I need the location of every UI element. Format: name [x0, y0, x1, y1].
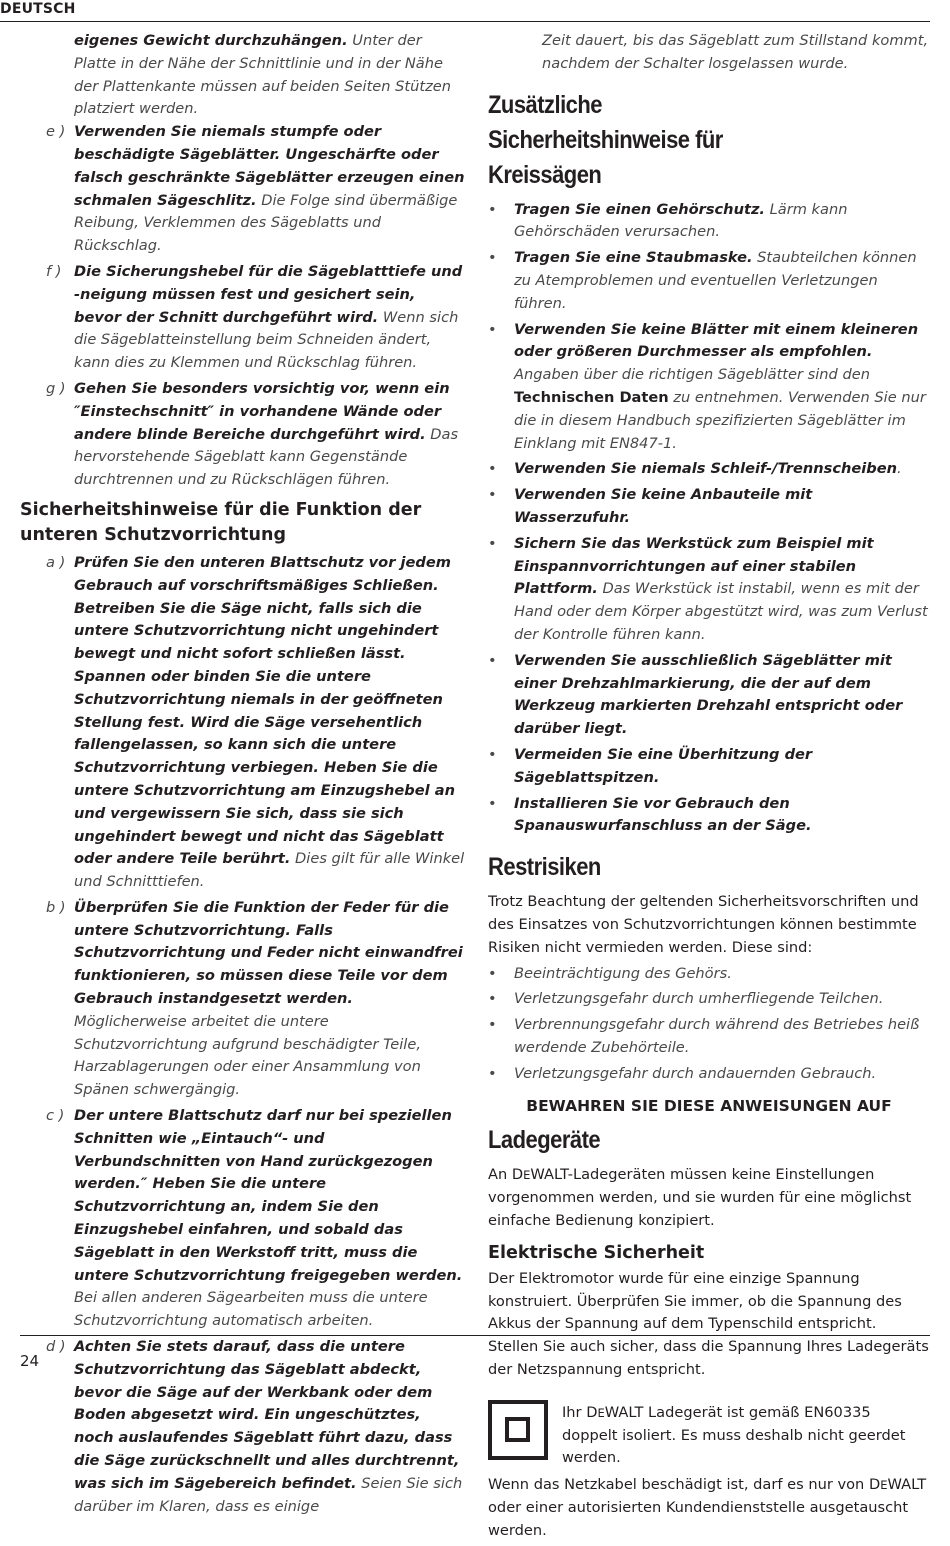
- risk-item: • Beeinträchtigung des Gehörs.: [488, 964, 732, 982]
- list-item-g: g ) Gehen Sie besonders vorsichtig vor, wenn ein ″Einstechschnitt″ in vorhandene Wände oder andere blinde Bereiche durchgeführt wird. Das hervorstehende Sägeblatt kann Gegenstände durchtrennen und zu Rückschlägen führen.: [46, 379, 459, 489]
- bullet-abrasive-wheels: • Verwenden Sie niemals Schleif-/Trennscheiben.: [488, 460, 902, 478]
- chargers-paragraph: An DEWALT-Ladegeräten müssen keine Einstellungen vorgenommen werden, und sie wurden für eine möglichst einfache Bedienung konzipiert.: [488, 1166, 912, 1230]
- page-footer: [20, 1335, 930, 1370]
- bullet-overheating: • Vermeiden Sie eine Überhitzung der Sägeblattspitzen.: [488, 745, 813, 786]
- continued-paragraph: eigenes Gewicht durchzuhängen. Unter der Platte in der Nähe der Schnittlinie und in der Nähe der Plattenkante müssen auf beiden Seiten Stützen platziert werden.: [74, 32, 452, 118]
- right-column: [488, 30, 930, 1546]
- section-heading-chargers: Ladegeräte: [488, 1126, 601, 1155]
- bullet-hearing-protection: • Tragen Sie einen Gehörschutz. Lärm kann Gehörschäden verursachen.: [488, 200, 848, 241]
- bullet-dust-mask: • Tragen Sie eine Staubmaske. Staubteilchen können zu Atemproblemen und eventuellen Verletzungen führen.: [488, 249, 917, 312]
- power-cord-paragraph: Wenn das Netzkabel beschädigt ist, darf es nur von DEWALT oder einer autorisierten Kundendienststelle ausgetauscht werden.: [488, 1476, 927, 1539]
- risk-item: • Verbrennungsgefahr durch während des Betriebes heiß werdende Zubehörteile.: [488, 1016, 920, 1056]
- bullet-dust-port: • Installieren Sie vor Gebrauch den Spanauswurfanschluss an der Säge.: [488, 794, 812, 835]
- list-item-b: b ) Überprüfen Sie die Funktion der Feder für die untere Schutzvorrichtung. Falls Schutzvorrichtung und Feder nicht einwandfrei funktionieren, so müssen diese Teile vor dem Gebrauch instandgesetzt werden. Möglicherweise arbeitet die untere Schutzvorrichtung aufgrund beschädigter Teile, Harzablagerungen oder einer Ansammlung von Spänen schwergängig.: [46, 898, 463, 1099]
- list-item-c: c ) Der untere Blattschutz darf nur bei speziellen Schnitten wie „Eintauch“- und Verbundschnitten von Hand zurückgezogen werden.″ Heben Sie die untere Schutzvorrichtung an, indem Sie den Einzugshebel einfahren, und sobald das Sägeblatt in den Werkstoff tritt, muss die untere Schutzvorrichtung freigegeben werden. Bei allen anderen Sägearbeiten muss die untere Schutzvorrichtung automatisch arbeiten.: [46, 1107, 463, 1330]
- continued-paragraph-right: Zeit dauert, bis das Sägeblatt zum Stillstand kommt, nachdem der Schalter losgelassen wurde.: [542, 32, 929, 72]
- list-item-a: a ) Prüfen Sie den unteren Blattschutz vor jedem Gebrauch auf vorschriftsmäßiges Schließen. Betreiben Sie die Säge nicht, falls sich die untere Schutzvorrichtung nicht ungehindert bewegt und nicht sofort schließen lässt. Spannen oder binden Sie die untere Schutzvorrichtung niemals in der geöffneten Stellung fest. Wird die Säge versehentlich fallengelassen, so kann sich die untere Schutzvorrichtung verbiegen. Heben Sie die untere Schutzvorrichtung am Einzugshebel an und vergewissern Sie sich, dass sie sich ungehindert bewegt und nicht das Sägeblatt oder andere Teile berührt. Dies gilt für alle Winkel und Schnitttiefen.: [46, 553, 465, 891]
- list-item-f: f ) Die Sicherungshebel für die Sägeblatttiefe und -neigung müssen fest und gesichert sein, bevor der Schnitt durchgeführt wird. Wenn sich die Sägeblatteinstellung beim Schneiden ändert, kann dies zu Klemmen und Rückschlag führen.: [46, 262, 463, 372]
- left-column: [20, 30, 465, 1521]
- bullet-clamp-workpiece: • Sichern Sie das Werkstück zum Beispiel mit Einspannvorrichtungen auf einer stabilen Plattform. Das Werkstück ist instabil, wenn es mit der Hand oder dem Körper abgestützt wird, was zum Verlust der Kontrolle führen kann.: [488, 534, 928, 643]
- section-heading-circular-saws: Zusätzliche Sicherheitshinweise für Kreissägen: [488, 90, 723, 189]
- keep-instructions-notice: BEWAHREN SIE DIESE ANWEISUNGEN AUF: [526, 1097, 892, 1116]
- risk-item: • Verletzungsgefahr durch umherfliegende Teilchen.: [488, 990, 884, 1008]
- page-header: [0, 0, 930, 22]
- risk-item: • Verletzungsgefahr durch andauernden Gebrauch.: [488, 1064, 877, 1082]
- list-item-d: d ) Achten Sie stets darauf, dass die untere Schutzvorrichtung das Sägeblatt abdeckt, bevor die Säge auf der Werkbank oder dem Boden abgesetzt wird. Ein ungeschütztes, noch auslaufendes Sägeblatt führt dazu, dass die Säge zurückschnellt und alles durchtrennt, was sich im Sägebereich befindet. Seien Sie sich darüber im Klaren, dass es einige: [46, 1338, 463, 1515]
- electrical-safety-paragraph: Der Elektromotor wurde für eine einzige Spannung konstruiert. Überprüfen Sie immer, ob die Spannung des Akkus der Spannung auf dem Typenschild entspricht. Stellen Sie auch sicher, dass die Spannung Ihres Ladegeräts der Netzspannung entspricht.: [488, 1269, 929, 1379]
- bullet-water-feed: • Verwenden Sie keine Anbauteile mit Wasserzufuhr.: [488, 486, 813, 526]
- language-label: DEUTSCH: [0, 1, 76, 17]
- double-insulation-note: Ihr DEWALT Ladegerät ist gemäß EN60335 doppelt isoliert. Es muss deshalb nicht geerdet werden.: [488, 1392, 930, 1470]
- residual-risks-intro: Trotz Beachtung der geltenden Sicherheitsvorschriften und des Einsatzes von Schutzvorrichtungen können bestimmte Risiken nicht vermieden werden. Diese sind:: [488, 893, 919, 956]
- bullet-blade-diameter: • Verwenden Sie keine Blätter mit einem kleineren oder größeren Durchmesser als empfohlen. Angaben über die richtigen Sägeblätter sind den Technischen Daten zu entnehmen. Verwenden Sie nur die in diesem Handbuch spezifizierten Sägeblätter im Einklang mit EN847-1.: [488, 320, 926, 452]
- section-heading-electrical-safety: Elektrische Sicherheit: [488, 1242, 705, 1263]
- list-item-e: e ) Verwenden Sie niemals stumpfe oder beschädigte Sägeblätter. Ungeschärfte oder falsch geschränkte Sägeblätter erzeugen einen schmalen Sägeschlitz. Die Folge sind übermäßige Reibung, Verklemmen des Sägeblatts und Rückschlag.: [46, 123, 465, 255]
- section-heading-lower-guard: Sicherheitshinweise für die Funktion der unteren Schutzvorrichtung: [20, 499, 422, 545]
- double-insulation-icon: [488, 1400, 548, 1460]
- bullet-speed-marking: • Verwenden Sie ausschließlich Sägeblätter mit einer Drehzahlmarkierung, die der auf dem Werkzeug markierten Drehzahl entspricht oder darüber liegt.: [488, 651, 903, 738]
- page-number: 24: [20, 1352, 40, 1370]
- section-heading-residual-risks: Restrisiken: [488, 853, 601, 882]
